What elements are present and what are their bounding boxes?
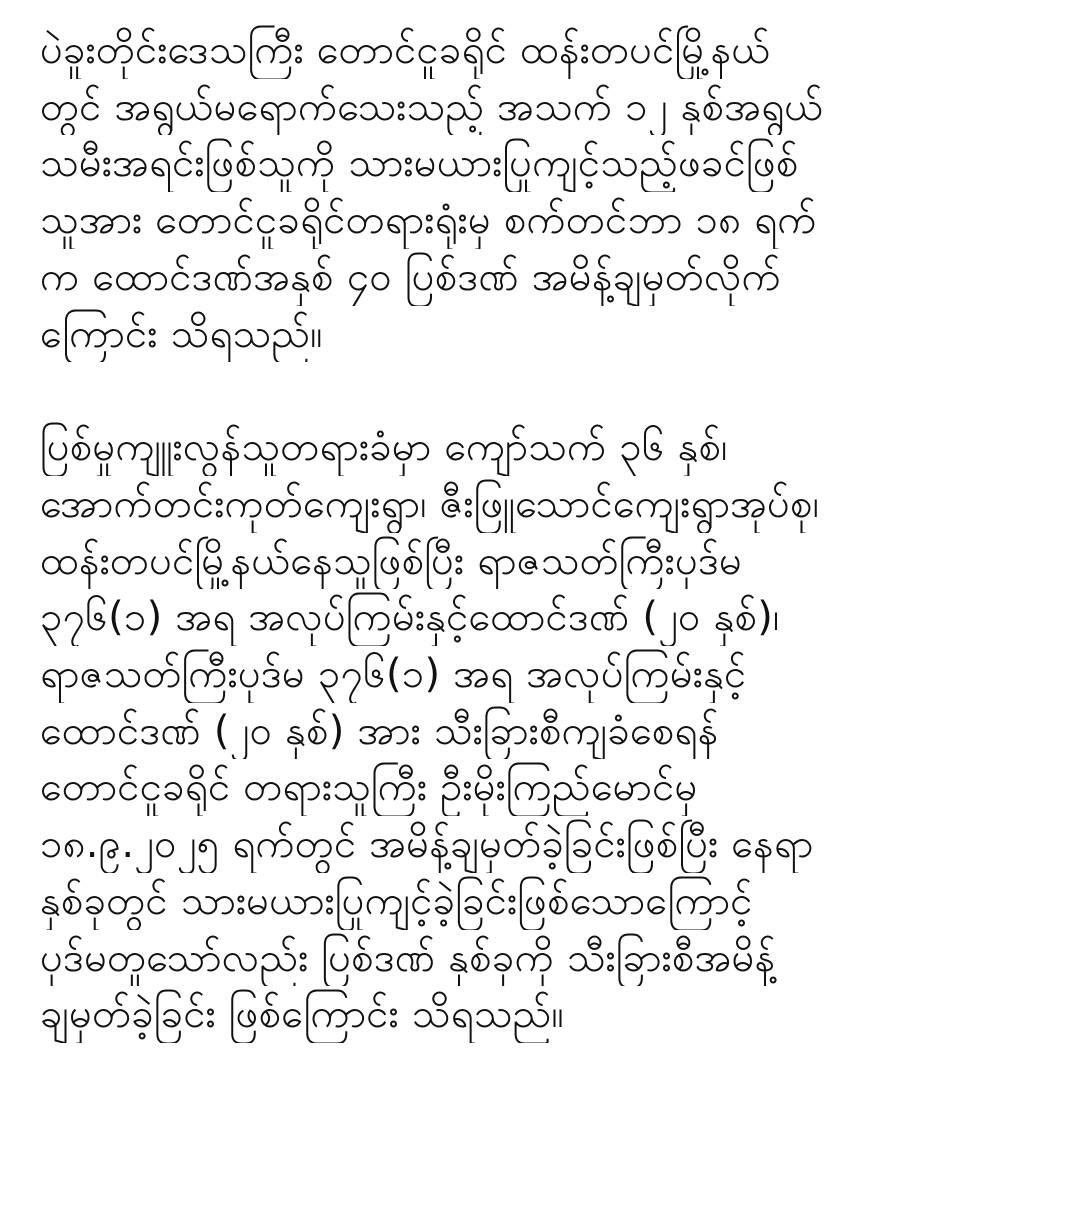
text-line: က ထောင်ဒဏ်အနှစ် ၄၀ ပြစ်ဒဏ် အမိန့်ချမှတ်လိုက်: [40, 253, 782, 300]
text-line: ပဲခူးတိုင်းဒေသကြီး တောင်ငူခရိုင် ထန်းတပင်မြို့နယ်: [40, 27, 771, 73]
text-line: သမီးအရင်းဖြစ်သူကို သားမယားပြုကျင့်သည့်ဖခင်ဖြစ်: [40, 140, 799, 187]
text-line: နှစ်ခုတွင် သားမယားပြုကျင့်ခဲ့ခြင်းဖြစ်သောကြောင့်: [40, 877, 753, 924]
text-line: တောင်ငူခရိုင် တရားသူကြီး ဦးမိုးကြည်မောင်မှ: [40, 764, 698, 811]
paragraph-verdict-summary: [40, 22, 1040, 362]
text-line: ထန်းတပင်မြို့နယ်နေသူဖြစ်ပြီး ရာဇသတ်ကြီးပုဒ်မ: [40, 537, 743, 584]
paragraph-case-details: [40, 419, 1040, 1043]
text-line: ၁၈.၉.၂၀၂၅ ရက်တွင် အမိန့်ချမှတ်ခဲ့ခြင်းဖြစ်ပြီး နေရာ: [40, 821, 814, 868]
text-line: ပုဒ်မတူသော်လည်း ပြစ်ဒဏ် နှစ်ခုကို သီးခြားစီအမိန့်: [40, 934, 776, 981]
text-line: ၃၇၆(၁) အရ အလုပ်ကြမ်းနှင့်ထောင်ဒဏ် (၂၀ နှစ်)၊: [40, 594, 780, 641]
text-line: ရာဇသတ်ကြီးပုဒ်မ ၃၇၆(၁) အရ အလုပ်ကြမ်းနှင့်: [40, 651, 747, 698]
text-line: တွင် အရွယ်မရောက်သေးသည့် အသက် ၁၂ နှစ်အရွယ်: [40, 83, 824, 130]
text-line: သူအား တောင်ငူခရိုင်တရားရုံးမှ စက်တင်ဘာ ၁၈ ရက်: [40, 197, 817, 244]
text-line: ချမှတ်ခဲ့ခြင်း ဖြစ်ကြောင်း သိရသည်။: [40, 991, 564, 1038]
text-line: အောက်တင်းကုတ်ကျေးရွာ၊ ဇီးဖြူသောင်ကျေးရွာအုပ်စု၊: [40, 480, 820, 527]
text-line: ထောင်ဒဏ် (၂၀ နှစ်) အား သီးခြားစီကျခံစေရန်: [40, 707, 719, 754]
text-line: ကြောင်း သိရသည်။: [40, 310, 323, 357]
text-line: ပြစ်မှုကျူးလွန်သူတရားခံမှာ ကျော်သက် ၃၆ နှစ်၊: [40, 424, 728, 471]
paragraph-spacer: [40, 362, 1040, 419]
